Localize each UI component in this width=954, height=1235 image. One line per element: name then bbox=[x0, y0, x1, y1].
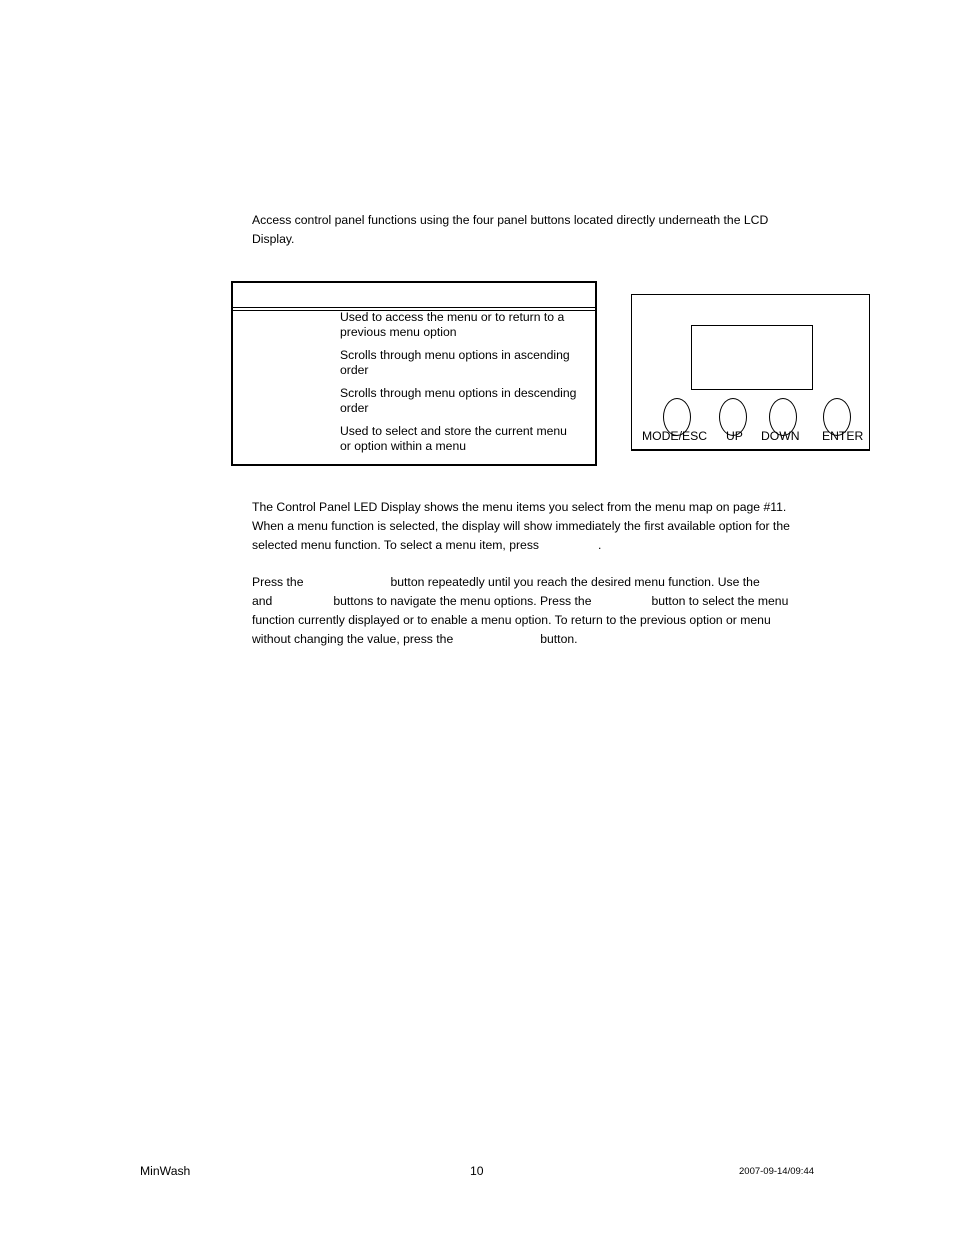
paragraph-text: . bbox=[598, 538, 602, 552]
paragraph-line bbox=[252, 592, 788, 611]
paragraph-text: button repeatedly until you reach the desired menu function. Use the bbox=[390, 575, 760, 589]
footer-title: MinWash bbox=[140, 1164, 191, 1178]
row-description: order bbox=[340, 401, 369, 415]
row-description: Scrolls through menu options in ascending bbox=[340, 348, 570, 362]
table-header bbox=[233, 283, 595, 308]
row-description: Scrolls through menu options in descending bbox=[340, 386, 577, 400]
footer-timestamp: 2007-09-14/09:44 bbox=[739, 1166, 815, 1177]
row-description: Used to select and store the current menu bbox=[340, 424, 567, 438]
paragraph-text: Press the bbox=[252, 575, 304, 589]
down-label: DOWN bbox=[761, 429, 800, 443]
intro-line: Access control panel functions using the four panel buttons located directly underneath the LCD bbox=[252, 213, 769, 227]
page-number: 10 bbox=[470, 1164, 484, 1178]
navigation-paragraph bbox=[252, 573, 788, 649]
row-description: previous menu option bbox=[340, 325, 457, 339]
paragraph-text: and bbox=[252, 594, 273, 608]
intro-line: Display. bbox=[252, 232, 295, 246]
paragraph-line: function currently displayed or to enable a menu option. To return to the previous option or menu bbox=[252, 613, 771, 627]
display-paragraph bbox=[252, 498, 790, 555]
enter-label: ENTER bbox=[822, 429, 864, 443]
up-label: UP bbox=[726, 429, 743, 443]
paragraph-line: The Control Panel LED Display shows the menu items you select from the menu map on page #11. bbox=[252, 500, 787, 514]
paragraph-text: selected menu function. To select a menu item, press bbox=[252, 538, 540, 552]
row-description: Used to access the menu or to return to a bbox=[340, 310, 565, 324]
paragraph-text: buttons to navigate the menu options. Press the bbox=[333, 594, 592, 608]
function-table bbox=[231, 281, 597, 466]
intro-paragraph bbox=[252, 211, 768, 249]
paragraph-line bbox=[252, 536, 790, 555]
row-description: order bbox=[340, 363, 369, 377]
paragraph-text: without changing the value, press the bbox=[252, 632, 454, 646]
paragraph-text: button. bbox=[540, 632, 578, 646]
table-row bbox=[340, 424, 590, 454]
lcd-display bbox=[691, 325, 813, 390]
table-row bbox=[340, 386, 590, 416]
table-row bbox=[340, 310, 590, 340]
paragraph-line: When a menu function is selected, the display will show immediately the first available option for the bbox=[252, 519, 790, 533]
control-panel-diagram bbox=[631, 294, 870, 451]
table-row bbox=[340, 348, 590, 378]
paragraph-line bbox=[252, 630, 788, 649]
paragraph-text: button to select the menu bbox=[651, 594, 789, 608]
paragraph-line bbox=[252, 573, 788, 592]
row-description: or option within a menu bbox=[340, 439, 467, 453]
mode-esc-label: MODE/ESC bbox=[642, 429, 708, 443]
